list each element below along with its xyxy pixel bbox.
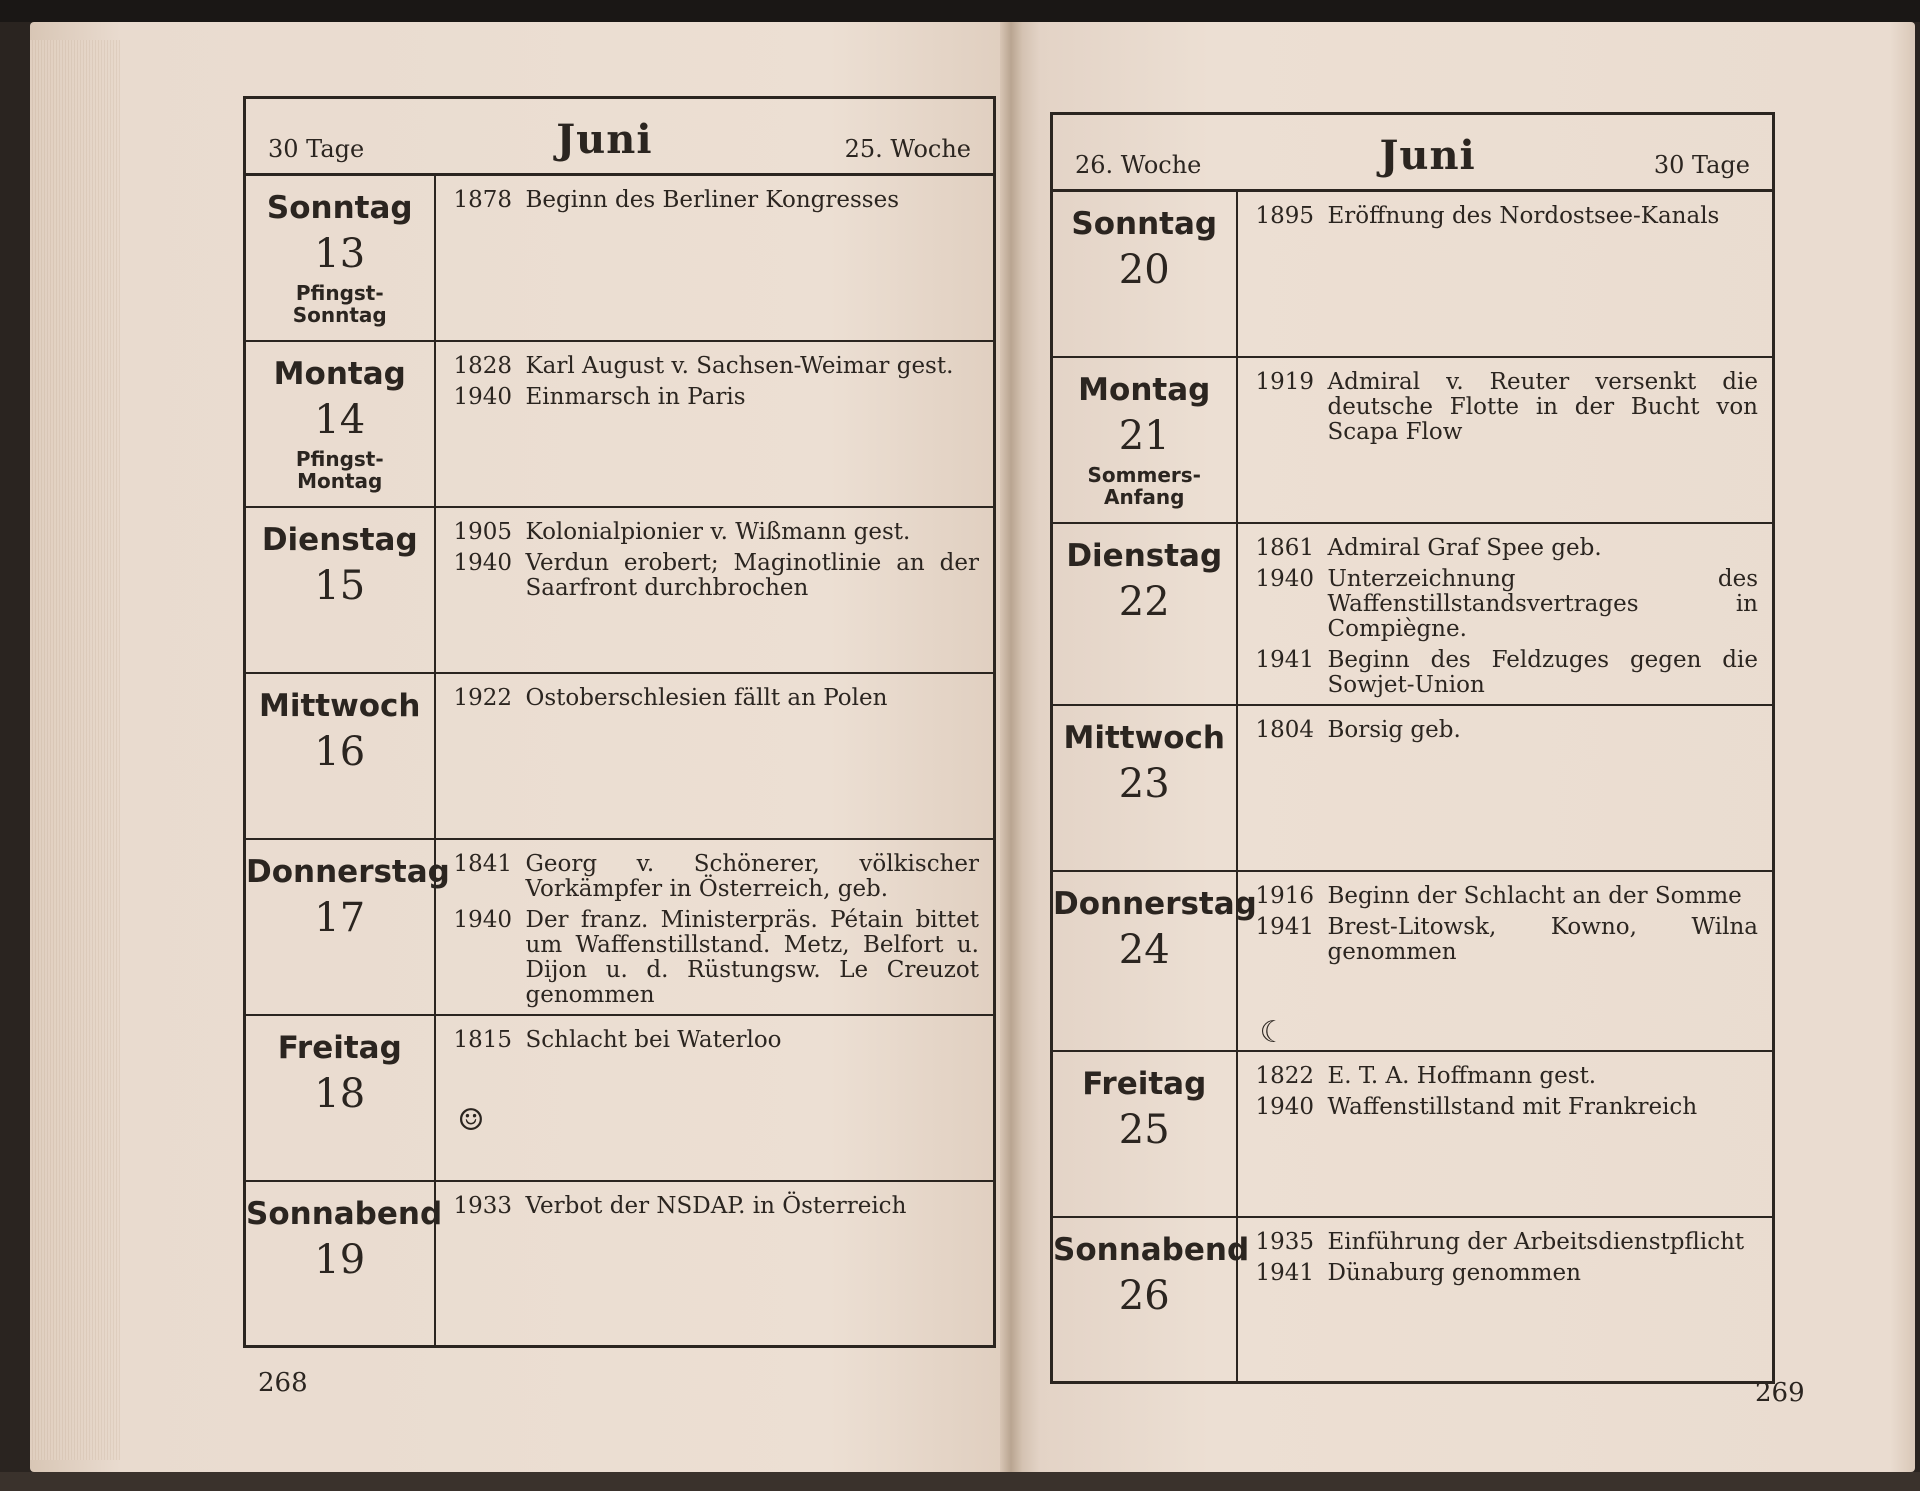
event-text: Georg v. Schönerer, völkischer Vorkämpfer in Österreich, geb. (525, 850, 979, 902)
day-cell (245, 673, 435, 839)
day-row (245, 175, 995, 341)
month-title: Juni (556, 116, 653, 163)
week-label: 26. Woche (1075, 151, 1202, 179)
day-name: Freitag (1082, 1065, 1207, 1102)
day-name: Dienstag (261, 521, 418, 558)
events-cell (435, 341, 995, 507)
event-text: Karl August v. Sachsen-Weimar gest. (525, 352, 954, 379)
day-number: 15 (314, 562, 366, 609)
event-entry (1256, 1064, 1759, 1089)
events-cell (435, 175, 995, 341)
day-name: Sonntag (1071, 206, 1218, 242)
event-text: Beginn des Berliner Kongresses (525, 187, 900, 213)
event-text: Verdun erobert; Maginotlinie an der Saarfront durchbrochen (525, 549, 979, 601)
event-entry (454, 188, 980, 213)
events-list (436, 674, 994, 711)
events-list (436, 342, 994, 410)
event-entry (454, 385, 980, 410)
day-number: 20 (1118, 247, 1170, 293)
event-text: Unterzeichnung des Waffenstillstandsvertrages in Compiègne. (1327, 565, 1758, 642)
day-cell (1052, 1217, 1250, 1383)
days-count-label: 30 Tage (268, 135, 365, 163)
event-text: Kolonialpionier v. Wißmann gest. (525, 518, 911, 545)
day-cell (245, 1181, 443, 1347)
day-cell (245, 341, 435, 507)
event-year: 1940 (1255, 565, 1315, 592)
day-number: 14 (314, 396, 366, 443)
event-entry (1256, 648, 1759, 698)
page-edges (30, 40, 120, 1460)
event-entry (1256, 884, 1759, 909)
event-entry (1256, 370, 1759, 445)
event-text: Waffenstillstand mit Frankreich (1327, 1093, 1698, 1120)
day-cell (245, 839, 450, 1015)
day-number: 13 (314, 231, 366, 277)
event-year: 1804 (1255, 716, 1315, 743)
event-text: Admiral v. Reuter versenkt die deutsche Flotte in der Bucht von Scapa Flow (1327, 368, 1758, 445)
event-year: 1822 (1255, 1062, 1315, 1089)
event-year: 1919 (1255, 368, 1315, 395)
week-label: 25. Woche (844, 135, 971, 163)
events-list (436, 840, 994, 1008)
event-entry (1256, 1261, 1759, 1286)
day-cell (1052, 871, 1257, 1051)
event-entry (1256, 1230, 1759, 1255)
events-cell (435, 1181, 995, 1347)
event-entry (454, 520, 980, 545)
events-list (1238, 192, 1773, 229)
event-entry (454, 1028, 980, 1053)
right-calendar-table (1050, 112, 1775, 1384)
day-number: 23 (1118, 760, 1170, 807)
event-year: 1940 (453, 906, 513, 933)
events-cell (1237, 1051, 1774, 1217)
day-cell (1052, 705, 1237, 871)
event-entry (454, 354, 980, 379)
day-row (245, 839, 995, 1015)
day-row (1052, 1217, 1774, 1383)
holiday-label: Pfingst- Sonntag (292, 281, 387, 327)
events-cell (1237, 523, 1774, 705)
day-cell (245, 175, 435, 341)
event-year: 1841 (453, 850, 513, 877)
events-cell (1237, 1217, 1774, 1383)
left-calendar-table (243, 96, 996, 1348)
day-row (1052, 191, 1774, 357)
event-year: 1935 (1255, 1228, 1315, 1255)
event-year: 1861 (1255, 534, 1315, 561)
events-cell (1237, 705, 1774, 871)
events-list (1238, 872, 1773, 1050)
day-name: Montag (273, 355, 406, 392)
event-text: Einführung der Arbeitsdienstpflicht (1327, 1228, 1745, 1255)
moon-phase-icon: ☺ (457, 1102, 485, 1138)
event-entry (454, 686, 980, 711)
events-cell (435, 1015, 995, 1181)
events-list (436, 508, 994, 601)
events-cell (435, 507, 995, 673)
events-cell (435, 839, 995, 1015)
bottom-shadow (0, 1472, 1920, 1491)
moon-phase-icon: ☾ (1259, 1014, 1287, 1050)
events-list (1238, 1052, 1773, 1120)
day-number: 19 (314, 1236, 366, 1283)
day-row (245, 341, 995, 507)
event-entry (1256, 915, 1759, 965)
day-number: 16 (314, 728, 366, 775)
events-list (1238, 1218, 1773, 1286)
events-list (436, 1182, 994, 1219)
event-text: Admiral Graf Spee geb. (1327, 534, 1602, 561)
event-entry (454, 551, 980, 601)
day-number: 18 (314, 1070, 366, 1117)
day-number: 25 (1118, 1106, 1170, 1153)
day-number: 22 (1118, 578, 1170, 625)
day-cell (1052, 191, 1237, 357)
day-number: 24 (1118, 926, 1170, 973)
event-year: 1941 (1255, 646, 1315, 673)
events-cell (1237, 357, 1774, 523)
event-entry (454, 908, 980, 1008)
event-text: Borsig geb. (1327, 716, 1461, 743)
day-cell (245, 1015, 435, 1181)
event-entry (454, 1194, 980, 1219)
event-year: 1828 (453, 352, 513, 379)
day-name: Donnerstag (1053, 885, 1257, 922)
day-row (1052, 523, 1774, 705)
event-text: Brest-Litowsk, Kowno, Wilna genommen (1327, 913, 1758, 965)
event-text: Ostoberschlesien fällt an Polen (525, 684, 888, 711)
events-cell (1237, 871, 1774, 1051)
top-shadow (0, 0, 1920, 22)
day-cell (245, 507, 435, 673)
day-name: Sonntag (266, 190, 413, 226)
event-year: 1916 (1255, 882, 1315, 909)
event-entry (1256, 536, 1759, 561)
event-text: E. T. A. Hoffmann gest. (1327, 1062, 1597, 1089)
event-text: Dünaburg genommen (1327, 1259, 1581, 1286)
event-year: 1933 (453, 1192, 513, 1219)
event-text: Einmarsch in Paris (525, 383, 746, 410)
page-number-right: 269 (1755, 1378, 1805, 1408)
day-cell (1052, 357, 1237, 523)
day-cell (1052, 523, 1237, 705)
event-year: 1940 (1255, 1093, 1315, 1120)
event-entry (1256, 204, 1759, 229)
day-number: 17 (314, 894, 366, 941)
event-text: Verbot der NSDAP. in Österreich (525, 1192, 907, 1219)
book-gutter (1000, 22, 1022, 1472)
day-name: Donnerstag (246, 853, 450, 890)
events-list (1238, 524, 1773, 698)
day-row (1052, 705, 1774, 871)
day-row (1052, 1051, 1774, 1217)
event-text: Der franz. Ministerpräs. Pétain bittet um Waffenstillstand. Metz, Belfort u. Dijon u. d. Rüstungsw. Le Creuzot genommen (525, 906, 979, 1008)
event-entry (1256, 718, 1759, 743)
event-text: Beginn des Feldzuges gegen die Sowjet-Union (1327, 646, 1758, 698)
event-year: 1895 (1255, 203, 1315, 229)
day-row (245, 1015, 995, 1181)
days-count-label: 30 Tage (1653, 151, 1750, 179)
event-year: 1941 (1255, 913, 1315, 940)
day-row (245, 673, 995, 839)
events-cell (435, 673, 995, 839)
events-list (1238, 358, 1773, 445)
day-number: 21 (1118, 412, 1170, 459)
event-year: 1905 (453, 518, 513, 545)
day-name: Sonnabend (246, 1195, 443, 1232)
day-name: Sonnabend (1053, 1231, 1250, 1268)
event-text: Schlacht bei Waterloo (525, 1026, 782, 1053)
left-header-row (245, 98, 995, 175)
month-title: Juni (1379, 132, 1476, 179)
day-row (245, 507, 995, 673)
holiday-label: Sommers- Anfang (1087, 462, 1201, 509)
events-list (1238, 706, 1773, 743)
events-cell (1237, 191, 1774, 357)
day-name: Montag (1078, 371, 1211, 408)
event-year: 1878 (453, 187, 513, 213)
day-name: Dienstag (1066, 537, 1223, 574)
day-name: Freitag (277, 1029, 402, 1066)
event-year: 1940 (453, 549, 513, 576)
right-header-row (1052, 114, 1774, 191)
event-text: Beginn der Schlacht an der Somme (1327, 882, 1742, 909)
event-entry (454, 852, 980, 902)
day-row (1052, 871, 1774, 1051)
events-list (436, 1016, 994, 1138)
holiday-label: Pfingst- Montag (295, 446, 384, 493)
event-year: 1940 (453, 383, 513, 410)
event-year: 1815 (453, 1026, 513, 1053)
day-name: Mittwoch (259, 687, 421, 724)
event-entry (1256, 567, 1759, 642)
day-name: Mittwoch (1063, 719, 1225, 756)
event-year: 1941 (1255, 1259, 1315, 1286)
events-list (436, 176, 994, 213)
day-number: 26 (1118, 1272, 1170, 1319)
page-number-left: 268 (258, 1368, 308, 1398)
day-row (1052, 357, 1774, 523)
event-entry (1256, 1095, 1759, 1120)
day-row (245, 1181, 995, 1347)
event-text: Eröffnung des Nordostsee-Kanals (1327, 203, 1720, 229)
event-year: 1922 (453, 684, 513, 711)
day-cell (1052, 1051, 1237, 1217)
